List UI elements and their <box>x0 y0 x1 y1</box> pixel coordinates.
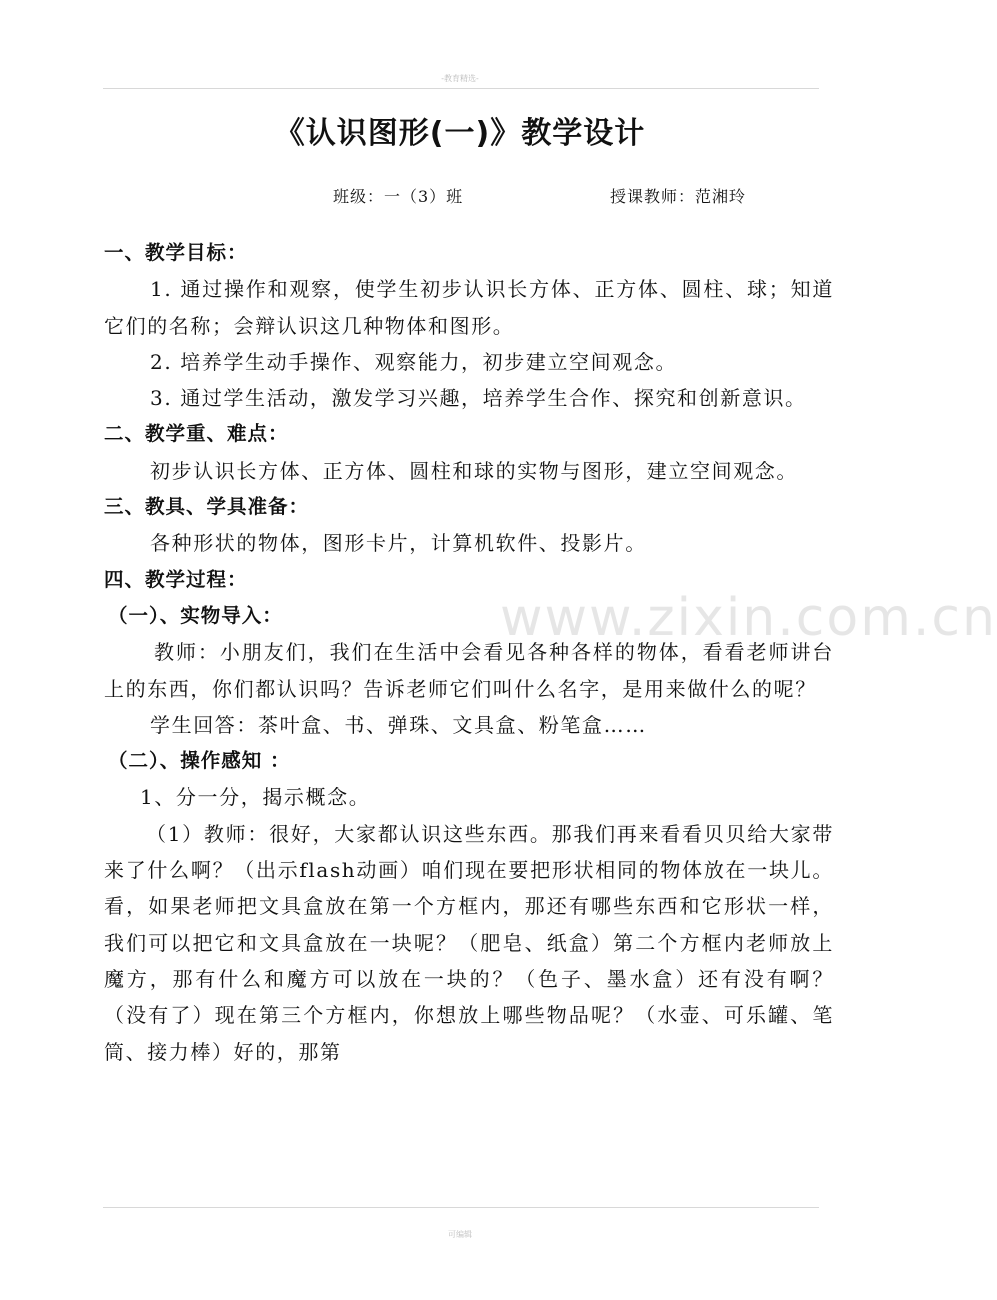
paragraph: 3. 通过学生活动，激发学习兴趣，培养学生合作、探究和创新意识。 <box>150 386 807 411</box>
paragraph: 各种形状的物体，图形卡片，计算机软件、投影片。 <box>150 531 647 556</box>
paragraph: 教师：小朋友们，我们在生活中会看见各种各样的物体，看看老师讲台上的东西，你们都认识吗？告诉老师它们叫什么名字，是用来做什么的呢？ <box>104 640 834 701</box>
watermark: www.zixin.com.cn <box>500 588 997 648</box>
section-heading-materials: 三、教具、学具准备： <box>104 495 310 519</box>
footer-mark: 可编辑 <box>448 1230 472 1239</box>
paragraph: 学生回答：茶叶盒、书、弹珠、文具盒、粉笔盒…… <box>150 712 647 737</box>
paragraph: 初步认识长方体、正方体、圆柱和球的实物与图形，建立空间观念。 <box>150 458 798 483</box>
section-heading-process: 四、教学过程： <box>104 567 248 591</box>
page-title: 《认识图形(一)》教学设计 <box>274 116 646 151</box>
header-divider <box>103 88 819 89</box>
header-mark: -教育精选- <box>441 74 479 83</box>
paragraph: 2. 培养学生动手操作、观察能力，初步建立空间观念。 <box>150 349 678 374</box>
subsection-heading-intro: （一）、实物导入： <box>108 603 283 627</box>
class-info: 班级：一（3）班 <box>333 187 464 206</box>
section-heading-objectives: 一、教学目标： <box>104 241 248 264</box>
paragraph: 1、分一分，揭示概念。 <box>140 785 371 810</box>
subsection-heading-operation: （二）、操作感知 ： <box>108 749 291 773</box>
document-body <box>104 235 834 1070</box>
teacher-info: 授课教师：范湘玲 <box>610 187 747 206</box>
section-heading-key-points: 二、教学重、难点： <box>104 422 289 446</box>
footer-divider <box>103 1207 819 1208</box>
paragraph: 1. 通过操作和观察，使学生初步认识长方体、正方体、圆柱、球；知道它们的名称；会辩认识这几种物体和图形。 <box>104 277 834 338</box>
paragraph: （1）教师：很好，大家都认识这些东西。那我们再来看看贝贝给大家带来了什么啊？（出示flash动画）咱们现在要把形状相同的物体放在一块儿。看，如果老师把文具盒放在第一个方框内，那还有哪些东西和它形状一样，我们可以把它和文具盒放在一块呢？（肥皂、纸盒）第二个方框内老师放上魔方，那有什么和魔方可以放在一块的？（色子、墨水盒）还有没有啊？（没有了）现在第三个方框内，你想放上哪些物品呢？（水壶、可乐罐、笔筒、接力棒）好的，那第 <box>104 821 834 1064</box>
